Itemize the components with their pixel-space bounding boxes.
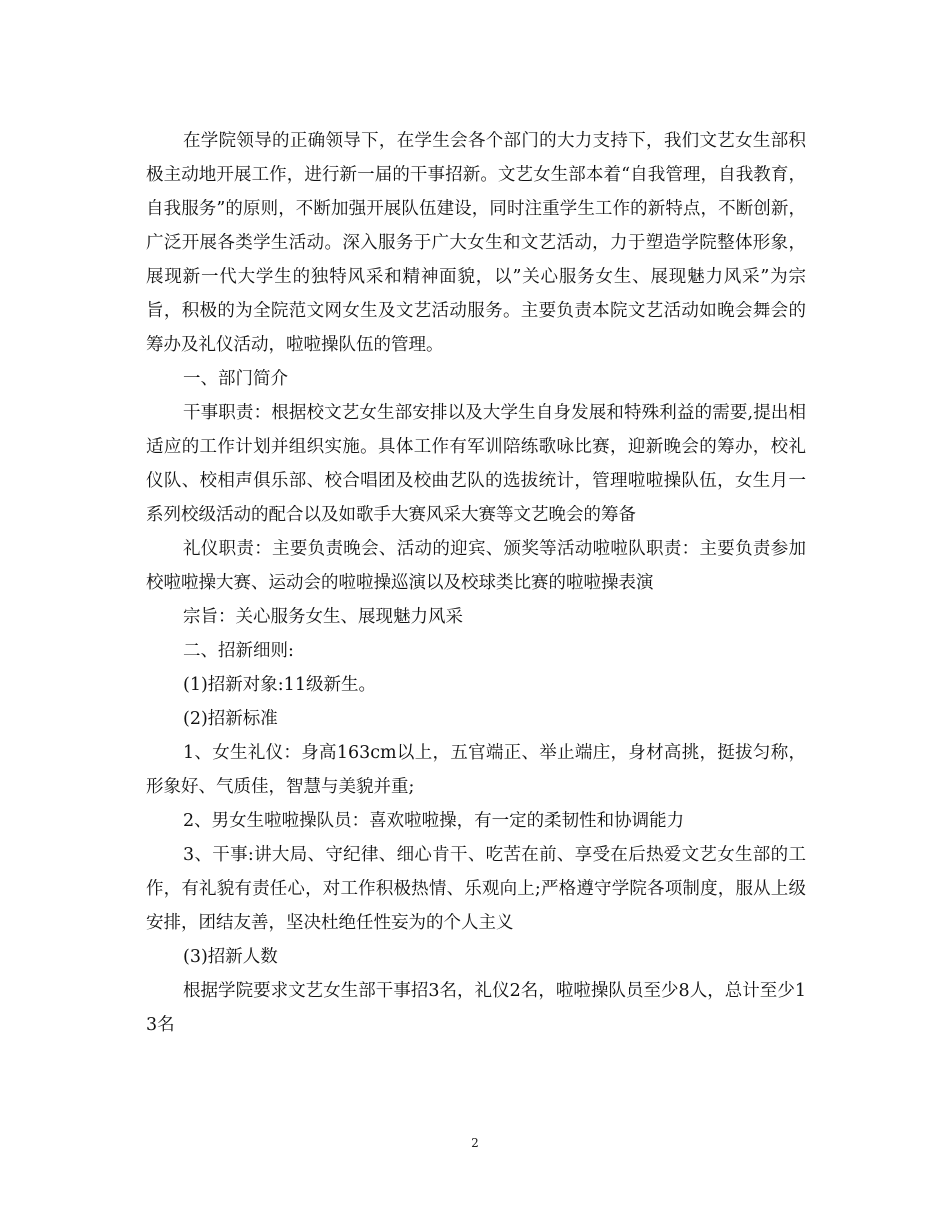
intro-paragraph: 在学院领导的正确领导下，在学生会各个部门的大力支持下，我们文艺女生部积极主动地开展工作，进行新一届的干事招新。文艺女生部本着“自我管理，自我教育，自我服务”的原则，不断加强开展队伍建设，同时注重学生工作的新特点，不断创新，广泛开展各类学生活动。深入服务于广大女生和文艺活动，力于塑造学院整体形象，展现新一代大学生的独特风采和精神面貌，以”关心服务女生、展现魅力风采”为宗旨，积极的为全院范文网女生及文艺活动服务。主要负责本院文艺活动如晚会舞会的筹办及礼仪活动，啦啦操队伍的管理。	[146, 131, 806, 355]
recruitment-count-heading: (3)招新人数	[183, 947, 278, 967]
standard-etiquette: 1、女生礼仪：身高163cm以上，五官端正、举止端庄，身材高挑，挺拔匀称，形象好、气质佳，智慧与美貌并重;	[146, 743, 806, 797]
section-heading-department-intro: 一、部门简介	[183, 369, 288, 389]
recruitment-standards-heading: (2)招新标准	[183, 709, 278, 729]
standard-cheerleading: 2、男女生啦啦操队员：喜欢啦啦操，有一定的柔韧性和协调能力	[183, 811, 685, 831]
staff-duties-paragraph: 干事职责：根据校文艺女生部安排以及大学生自身发展和特殊利益的需要,提出相适应的工作计划并组织实施。具体工作有军训陪练歌咏比赛，迎新晚会的筹办，校礼仪队、校相声俱乐部、校合唱团及校曲艺队的选拔统计，管理啦啦操队伍，女生月一系列校级活动的配合以及如歌手大赛风采大赛等文艺晚会的筹备	[146, 403, 806, 525]
recruitment-count-paragraph: 根据学院要求文艺女生部干事招3名，礼仪2名，啦啦操队员至少8人，总计至少13名	[146, 981, 806, 1035]
page-number: 2	[471, 1136, 479, 1150]
document-body	[146, 124, 806, 1042]
etiquette-duties-paragraph: 礼仪职责：主要负责晚会、活动的迎宾、颁奖等活动啦啦队职责：主要负责参加校啦啦操大赛、运动会的啦啦操巡演以及校球类比赛的啦啦操表演	[146, 539, 806, 593]
section-heading-recruitment-rules: 二、招新细则:	[183, 641, 294, 661]
standard-staff: 3、干事:讲大局、守纪律、细心肯干、吃苦在前、享受在后热爱文艺女生部的工作，有礼貌有责任心，对工作积极热情、乐观向上;严格遵守学院各项制度，服从上级安排，团结友善，坚决杜绝任性妄为的个人主义	[146, 845, 806, 933]
recruitment-target: (1)招新对象:11级新生。	[183, 675, 376, 695]
purpose-paragraph: 宗旨：关心服务女生、展现魅力风采	[183, 607, 463, 627]
